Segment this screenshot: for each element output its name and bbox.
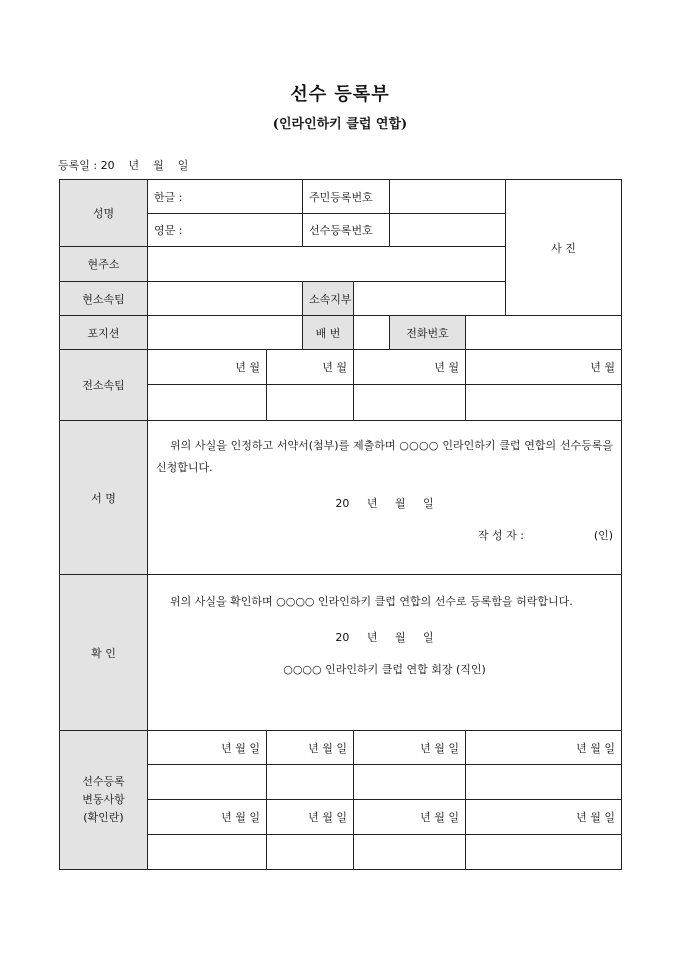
change-field-1[interactable] bbox=[148, 765, 267, 800]
resident-no-field[interactable] bbox=[390, 180, 506, 214]
change-field-4[interactable] bbox=[466, 765, 622, 800]
signature-writer[interactable]: 작 성 자 : (인) bbox=[477, 529, 614, 542]
prev-team-field-1[interactable] bbox=[148, 385, 267, 421]
signature-date[interactable]: 20 년 월 일 bbox=[335, 497, 434, 510]
position-field[interactable] bbox=[148, 316, 303, 350]
prev-team-date-4[interactable]: 년 월 bbox=[466, 350, 622, 385]
korean-name-field[interactable] bbox=[148, 180, 303, 214]
change-date-4[interactable]: 년 월 일 bbox=[466, 731, 622, 765]
change-field-8[interactable] bbox=[466, 835, 622, 870]
english-name-field[interactable] bbox=[148, 214, 303, 247]
change-date-1[interactable]: 년 월 일 bbox=[148, 731, 267, 765]
change-date-2[interactable]: 년 월 일 bbox=[267, 731, 354, 765]
changes-label-line3: (확인란) bbox=[83, 811, 124, 824]
branch-label: 소속지부 bbox=[303, 282, 354, 316]
jersey-label: 배 번 bbox=[303, 316, 354, 350]
current-team-label: 현소속팀 bbox=[60, 282, 148, 316]
changes-label bbox=[60, 731, 148, 870]
registration-form bbox=[59, 179, 622, 870]
change-field-7[interactable] bbox=[354, 835, 466, 870]
change-field-5[interactable] bbox=[148, 835, 267, 870]
current-team-field[interactable] bbox=[148, 282, 303, 316]
changes-label-line2: 변동사항 bbox=[82, 793, 125, 806]
phone-label: 전화번호 bbox=[390, 316, 466, 350]
confirm-label: 확 인 bbox=[60, 575, 148, 731]
confirm-president: ○○○○ 인라인하키 클럽 연합 회장 (직인) bbox=[283, 663, 486, 676]
branch-field[interactable] bbox=[354, 282, 506, 316]
prev-team-field-3[interactable] bbox=[354, 385, 466, 421]
change-date-3[interactable]: 년 월 일 bbox=[354, 731, 466, 765]
prev-team-date-3[interactable]: 년 월 bbox=[354, 350, 466, 385]
phone-field[interactable] bbox=[466, 316, 622, 350]
changes-label-line1: 선수등록 bbox=[82, 775, 125, 788]
signature-statement: 위의 사실을 인정하고 서약서(첨부)를 제출하며 ○○○○ 인라인하키 클럽 연합의 선수등록을 신청합니다. bbox=[156, 439, 614, 474]
name-label: 성명 bbox=[60, 180, 148, 247]
player-no-field[interactable] bbox=[390, 214, 506, 247]
change-field-2[interactable] bbox=[267, 765, 354, 800]
prev-team-field-4[interactable] bbox=[466, 385, 622, 421]
korean-name-label: 한글 : bbox=[154, 190, 183, 204]
english-name-label: 영문 : bbox=[154, 224, 183, 237]
confirm-section bbox=[148, 575, 622, 731]
change-date-6[interactable]: 년 월 일 bbox=[267, 800, 354, 835]
prev-team-field-2[interactable] bbox=[267, 385, 354, 421]
prev-team-date-1[interactable]: 년 월 bbox=[148, 350, 267, 385]
change-field-3[interactable] bbox=[354, 765, 466, 800]
signature-section bbox=[148, 421, 622, 575]
confirm-statement: 위의 사실을 확인하며 ○○○○ 인라인하키 클럽 연합의 선수로 등록함을 허락합니다. bbox=[170, 595, 573, 608]
player-no-label: 선수등록번호 bbox=[303, 214, 390, 247]
change-date-5[interactable]: 년 월 일 bbox=[148, 800, 267, 835]
resident-no-label: 주민등록번호 bbox=[303, 180, 390, 214]
registration-date[interactable]: 등록일 : 20 년 월 일 bbox=[58, 159, 189, 172]
confirm-date[interactable]: 20 년 월 일 bbox=[335, 631, 434, 644]
form-title: 선수 등록부 bbox=[290, 84, 390, 105]
prev-team-date-2[interactable]: 년 월 bbox=[267, 350, 354, 385]
address-label: 현주소 bbox=[60, 247, 148, 282]
prev-team-label: 전소속팀 bbox=[60, 350, 148, 421]
position-label: 포지션 bbox=[60, 316, 148, 350]
jersey-field[interactable] bbox=[354, 316, 390, 350]
address-field[interactable] bbox=[148, 247, 506, 282]
change-date-7[interactable]: 년 월 일 bbox=[354, 800, 466, 835]
photo-box[interactable]: 사 진 bbox=[506, 180, 622, 316]
signature-label: 서 명 bbox=[60, 421, 148, 575]
form-subtitle: (인라인하키 클럽 연합) bbox=[272, 117, 408, 132]
change-date-8[interactable]: 년 월 일 bbox=[466, 800, 622, 835]
change-field-6[interactable] bbox=[267, 835, 354, 870]
